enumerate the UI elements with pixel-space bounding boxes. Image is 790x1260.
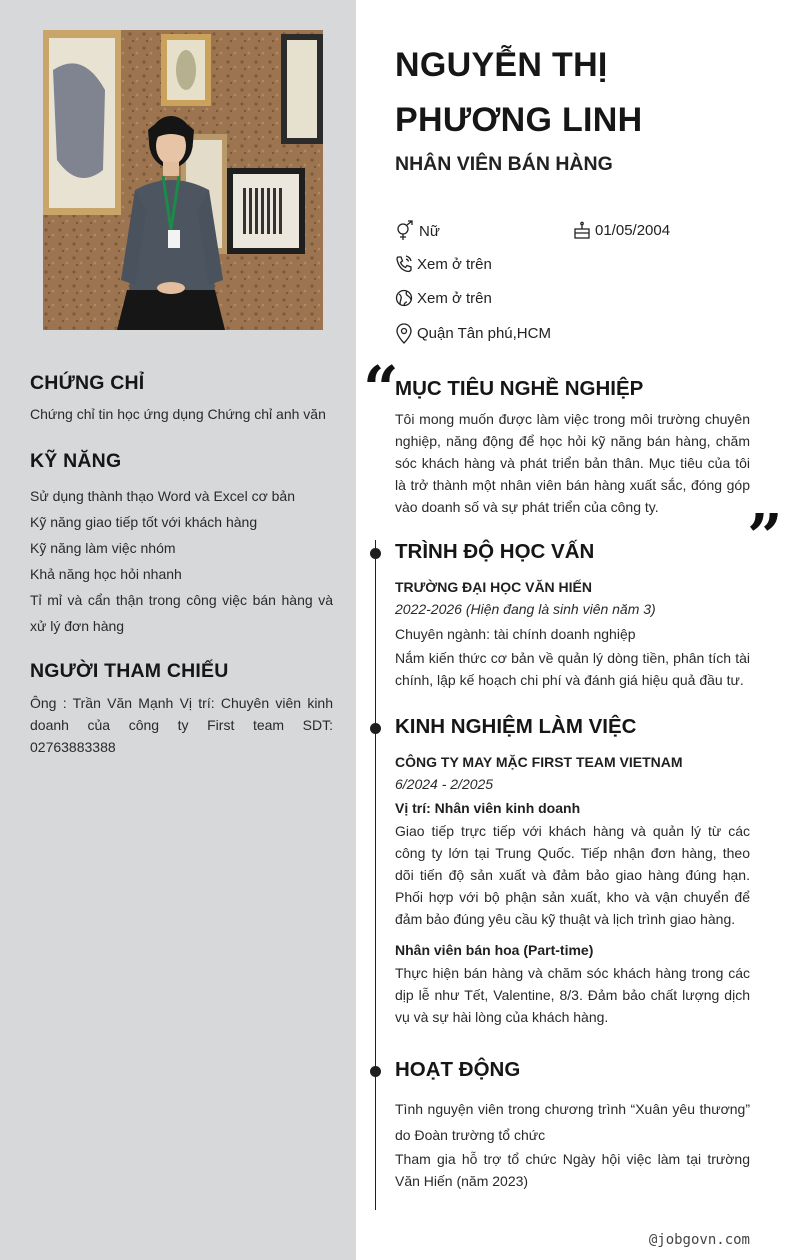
objective-text: Tôi mong muốn được làm việc trong môi trường chuyên nghiệp, năng động để học hỏi kỹ năng bán hàng, chăm sóc khách hàng và phát triển bản thân. Mục tiêu của tôi là trở thành một nhân viên bán hàng xuất sắc, đóng góp vào doanh số và sự phát triển của công ty. [395, 411, 750, 515]
education-title: TRÌNH ĐỘ HỌC VẤN [395, 540, 595, 563]
references-section [30, 660, 333, 758]
activities-title: HOẠT ĐỘNG [395, 1058, 521, 1081]
birthday-info [573, 220, 670, 240]
close-quote-icon: ” [747, 500, 783, 573]
skills-section [30, 450, 333, 639]
skill-item: Sử dụng thành thạo Word và Excel cơ bản [30, 488, 296, 504]
phone-value: Xem ở trên [417, 255, 492, 273]
objective-section [395, 377, 750, 518]
phone-info [395, 254, 492, 274]
skill-item: Kỹ năng làm việc nhóm [30, 540, 176, 556]
skill-item: Tỉ mỉ và cẩn thận trong công việc bán hàng và xử lý đơn hàng [30, 592, 333, 634]
globe-icon [395, 288, 413, 308]
website-value: Xem ở trên [417, 289, 492, 307]
activity-item: Tham gia hỗ trợ tổ chức Ngày hội việc làm tại trường Văn Hiến (năm 2023) [395, 1151, 750, 1189]
experience-period: 6/2024 - 2/2025 [395, 776, 494, 792]
timeline-dot [370, 548, 381, 559]
gender-icon [395, 220, 415, 242]
job2-desc: Thực hiện bán hàng và chăm sóc khách hàng trong các dịp lễ như Tết, Valentine, 8/3. Đảm bảo chất lượng dịch vụ và sự hài lòng của khách hàng. [395, 965, 750, 1025]
education-section [395, 540, 750, 691]
activity-item: Tình nguyện viên trong chương trình “Xuân yêu thương” do Đoàn trường tổ chức [395, 1101, 750, 1143]
location-pin-icon [395, 322, 413, 344]
timeline-dot [370, 1066, 381, 1077]
job-title: NHÂN VIÊN BÁN HÀNG [395, 153, 613, 175]
birthday-cake-icon [573, 220, 591, 240]
address-value: Quận Tân phú,HCM [417, 324, 551, 342]
education-major: Chuyên ngành: tài chính doanh nghiệp [395, 626, 636, 642]
gender-info [395, 220, 440, 242]
skill-item: Khả năng học hỏi nhanh [30, 566, 182, 582]
phone-icon [395, 254, 413, 274]
address-info [395, 322, 551, 344]
references-title: NGƯỜI THAM CHIẾU [30, 660, 229, 682]
birthday-value: 01/05/2004 [595, 221, 671, 239]
references-text: Ông : Trần Văn Mạnh Vị trí: Chuyên viên kinh doanh của công ty First team SDT: 02763883388 [30, 695, 333, 755]
certificates-text: Chứng chỉ tin học ứng dụng Chứng chỉ anh văn [30, 406, 326, 422]
job2-title: Nhân viên bán hoa (Part-time) [395, 942, 594, 958]
skill-item: Kỹ năng giao tiếp tốt với khách hàng [30, 514, 258, 530]
name-line-2: PHƯƠNG LINH [395, 101, 643, 139]
education-period: 2022-2026 (Hiện đang là sinh viên năm 3) [395, 601, 656, 617]
experience-position: Vị trí: Nhân viên kinh doanh [395, 800, 581, 816]
objective-title: MỤC TIÊU NGHỀ NGHIỆP [395, 377, 644, 400]
watermark: @jobgovn.com [648, 1232, 750, 1248]
experience-title: KINH NGHIỆM LÀM VIỆC [395, 715, 637, 738]
candidate-name [395, 38, 755, 148]
timeline-dot [370, 723, 381, 734]
profile-photo [43, 30, 323, 330]
name-line-1: NGUYỄN THỊ [395, 46, 608, 84]
gender-value: Nữ [419, 222, 440, 240]
experience-desc: Giao tiếp trực tiếp với khách hàng và quản lý từ các công ty lớn tại Trung Quốc. Tiếp nhận đơn hàng, theo dõi tiến độ sản xuất và đảm bảo giao hàng đúng hạn. Phối hợp với bộ phận sản xuất, kho và vận chuyển để đảm bảo đúng yêu cầu kỹ thuật và lịch trình giao hàng. [395, 823, 750, 927]
certificates-title: CHỨNG CHỈ [30, 372, 145, 394]
website-info [395, 288, 492, 308]
timeline-line [375, 540, 376, 1210]
skills-title: KỸ NĂNG [30, 450, 122, 472]
school-name: TRƯỜNG ĐẠI HỌC VĂN HIẾN [395, 579, 593, 595]
activities-section [395, 1058, 750, 1192]
education-desc: Nắm kiến thức cơ bản về quản lý dòng tiền, phân tích tài chính, lập kế hoạch chi phí và đánh giá hiệu quả đầu tư. [395, 650, 750, 688]
certificates-section [30, 372, 333, 425]
experience-section [395, 715, 750, 1028]
company-name: CÔNG TY MAY MẶC FIRST TEAM VIETNAM [395, 754, 683, 770]
open-quote-icon: “ [363, 352, 399, 425]
